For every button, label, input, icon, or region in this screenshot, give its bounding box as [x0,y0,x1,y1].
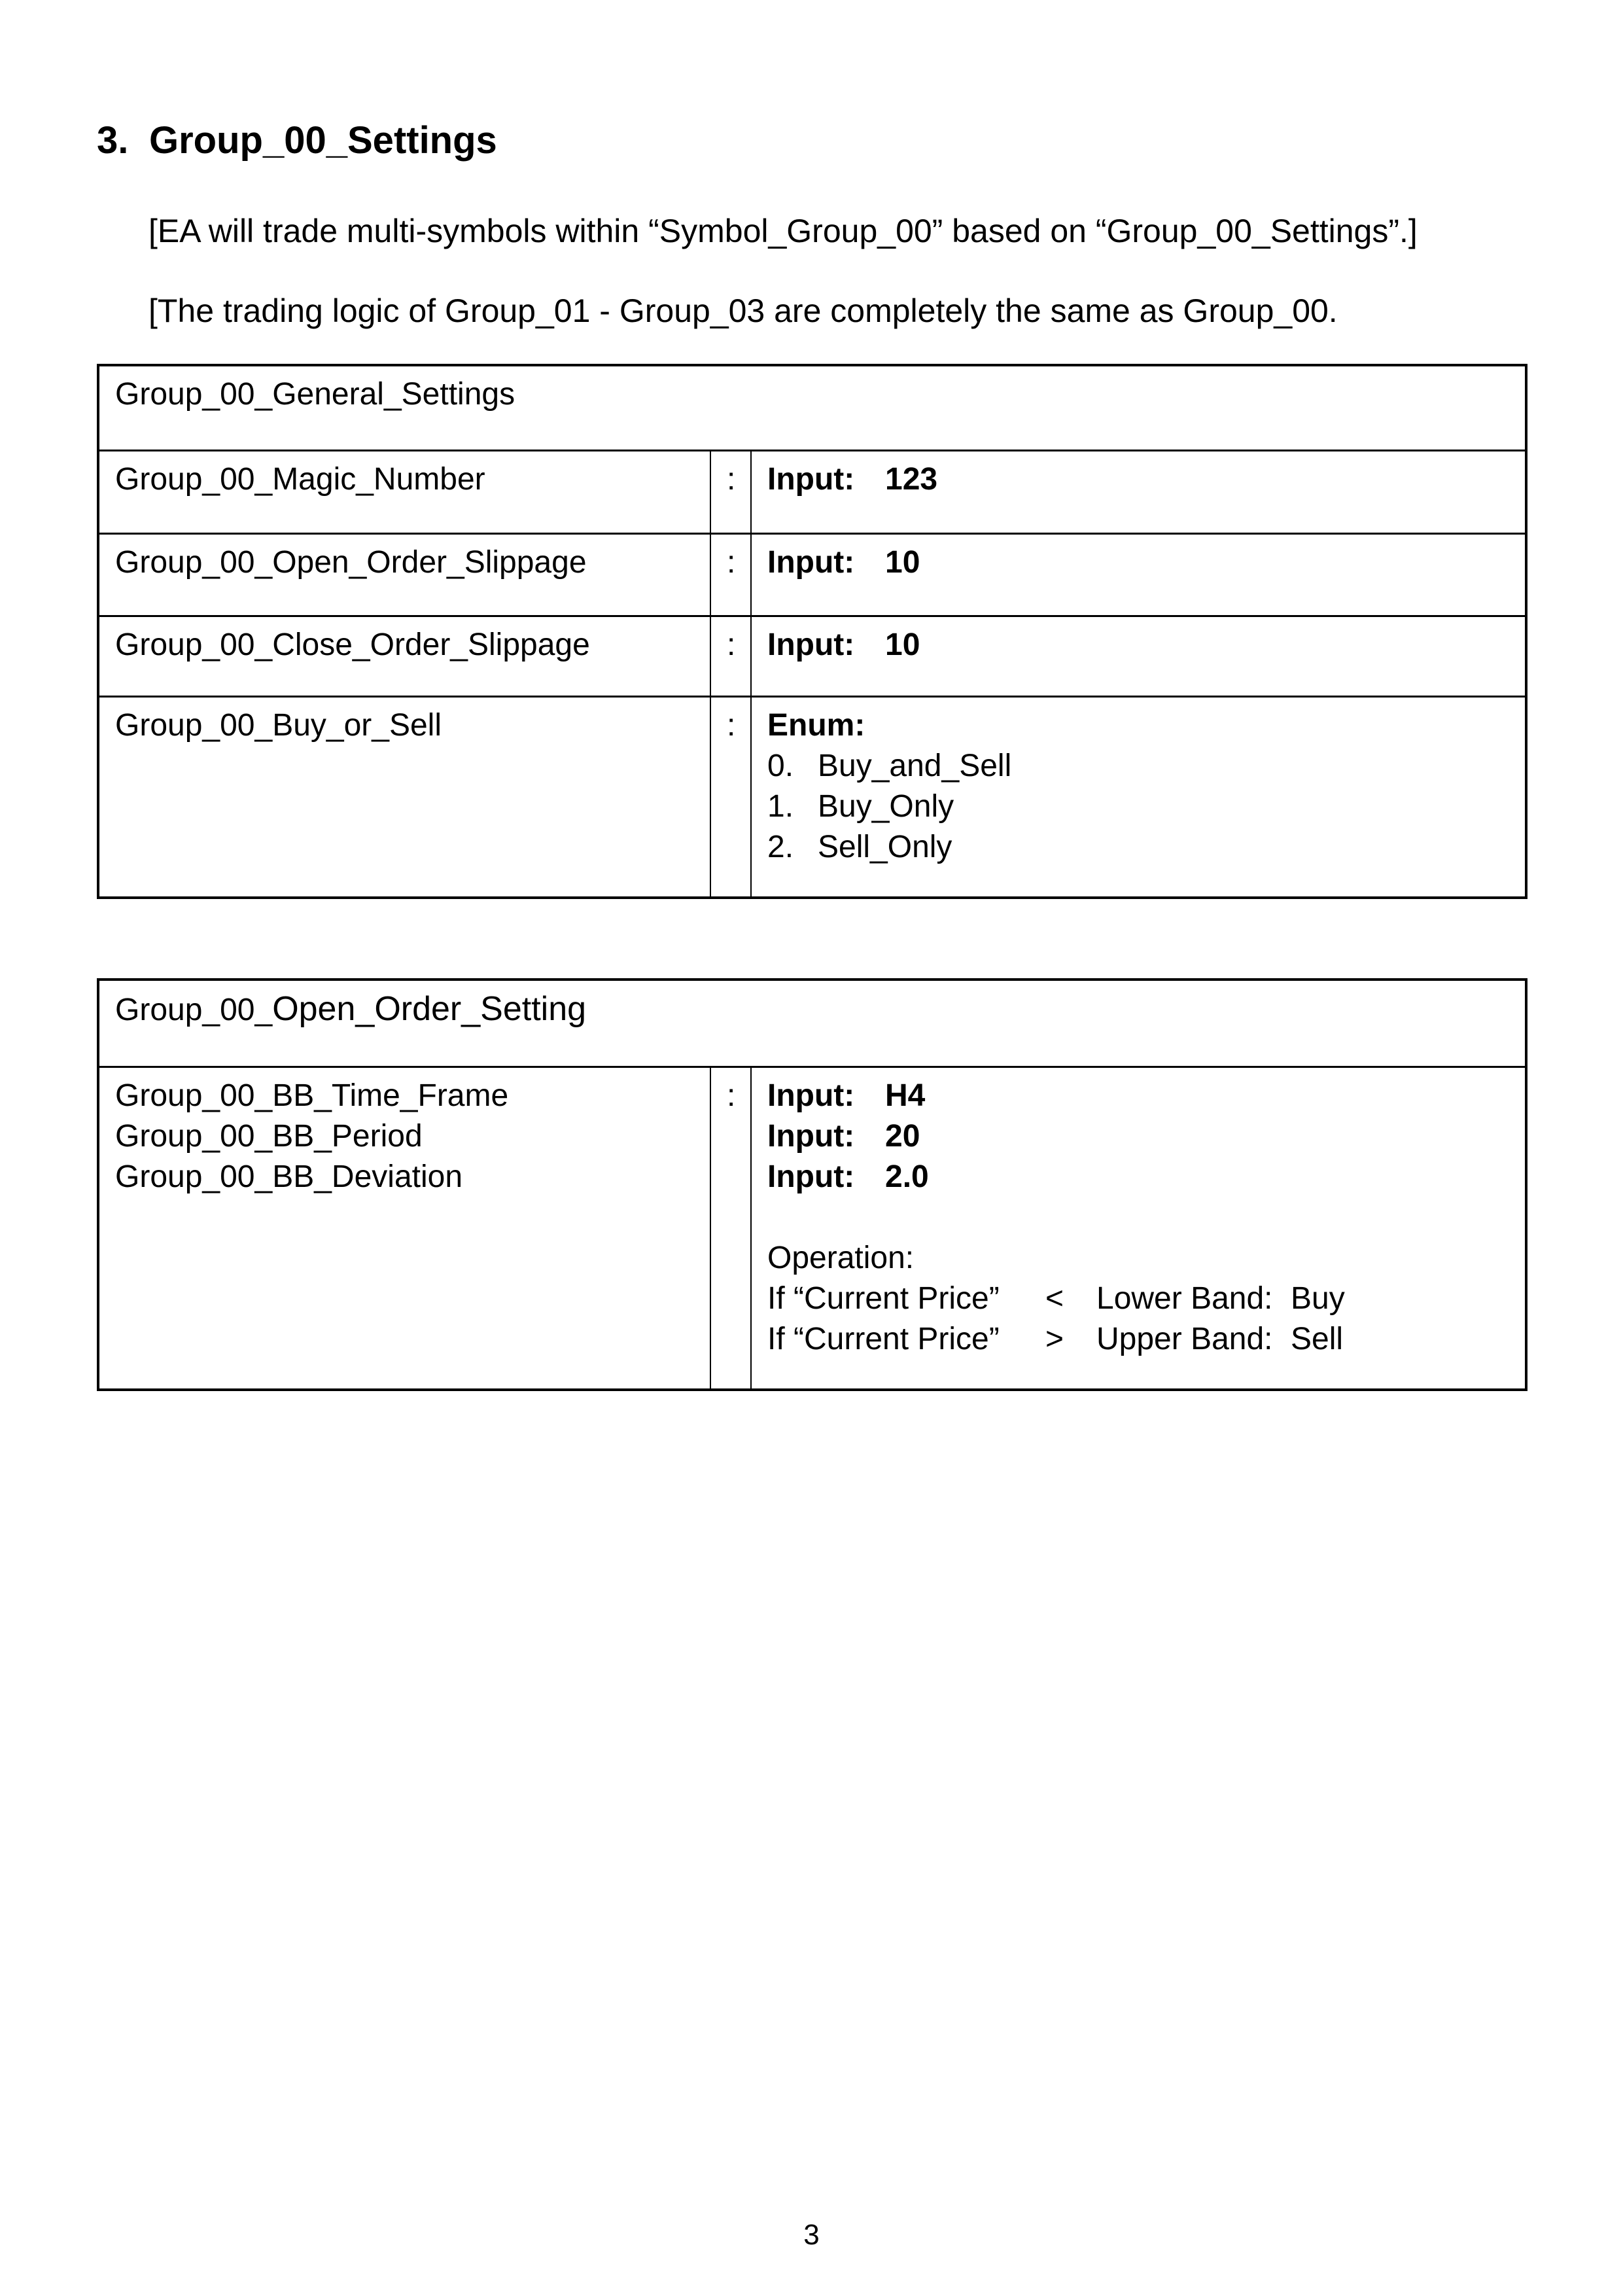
table-row [98,616,1526,696]
operation-action: Sell [1291,1321,1344,1356]
greater-than-symbol: > [1045,1321,1064,1356]
less-than-symbol: < [1045,1280,1064,1316]
param-value-cell [751,616,1526,696]
input-type-label: Input: [767,1159,855,1194]
open-order-settings-table [97,978,1527,1391]
table-header [98,980,1526,1067]
operation-title: Operation: [767,1240,915,1275]
enum-option [767,786,1514,827]
param-value-cell [751,1067,1526,1390]
operation-rule [767,1279,1514,1319]
table-header-suffix: Open_Order_Setting [272,990,587,1028]
operation-band: Lower Band: [1096,1280,1273,1316]
input-line [767,1157,1514,1197]
operation-action: Buy [1291,1280,1345,1316]
param-label-cell: Group_00_Buy_or_Sell [98,696,710,898]
input-value: 123 [885,461,938,497]
input-type-label: Input: [767,461,855,497]
param-label: Group_00_BB_Time_Frame [115,1078,509,1113]
heading-title: Group_00_Settings [149,119,497,162]
param-label: Group_00_BB_Deviation [115,1159,463,1194]
table-header-prefix: Group_00_ [115,993,273,1027]
enum-label: Enum: [767,707,865,743]
section-heading [97,118,497,164]
intro-paragraph-2: [The trading logic of Group_01 - Group_03 are completely the same as Group_00. [148,292,1338,329]
table-row [98,450,1526,533]
separator-cell: : [710,696,751,898]
operation-condition: If “Current Price” [767,1321,1000,1356]
param-label: Group_00_BB_Period [115,1118,423,1154]
param-label-cell: Group_00_Close_Order_Slippage [98,616,710,696]
separator-cell: : [710,533,751,616]
heading-number: 3. [97,119,129,162]
input-value: 10 [885,544,920,580]
param-label-cell: Group_00_Open_Order_Slippage [98,533,710,616]
page-number: 3 [803,2219,820,2251]
enum-option-text: Buy_and_Sell [818,748,1012,783]
table-row [98,365,1526,450]
separator-cell: : [710,1067,751,1390]
input-line [767,459,1514,500]
input-type-label: Input: [767,544,855,580]
input-value: 10 [885,627,920,662]
input-value: H4 [885,1078,926,1113]
input-line [767,1076,1514,1116]
input-type-label: Input: [767,1078,855,1113]
enum-option-text: Buy_Only [818,788,954,824]
table-row [98,533,1526,616]
enum-option-number: 0. [767,748,794,783]
input-type-label: Input: [767,1118,855,1154]
param-value-cell [751,533,1526,616]
input-value: 20 [885,1118,920,1154]
enum-option-text: Sell_Only [818,829,952,864]
operation-band: Upper Band: [1096,1321,1273,1356]
table-row [98,696,1526,898]
table-row [98,1067,1526,1390]
param-value-cell [751,696,1526,898]
operation-condition: If “Current Price” [767,1280,1000,1316]
param-value-cell [751,450,1526,533]
input-value: 2.0 [885,1159,929,1194]
param-label-cell: Group_00_Magic_Number [98,450,710,533]
input-line [767,1116,1514,1157]
enum-option-number: 2. [767,829,794,864]
separator-cell: : [710,450,751,533]
param-label-cell [98,1067,710,1390]
enum-option-number: 1. [767,788,794,824]
separator-cell: : [710,616,751,696]
input-line [767,625,1514,665]
table-header: Group_00_General_Settings [98,365,1526,450]
enum-option [767,746,1514,786]
enum-option [767,827,1514,868]
operation-rule [767,1319,1514,1360]
blank-line [767,1197,1514,1238]
input-line [767,542,1514,583]
intro-paragraph-1: [EA will trade multi-symbols within “Symbol_Group_00” based on “Group_00_Settings”.] [148,213,1418,249]
general-settings-table [97,364,1527,899]
input-type-label: Input: [767,627,855,662]
table-row [98,980,1526,1067]
